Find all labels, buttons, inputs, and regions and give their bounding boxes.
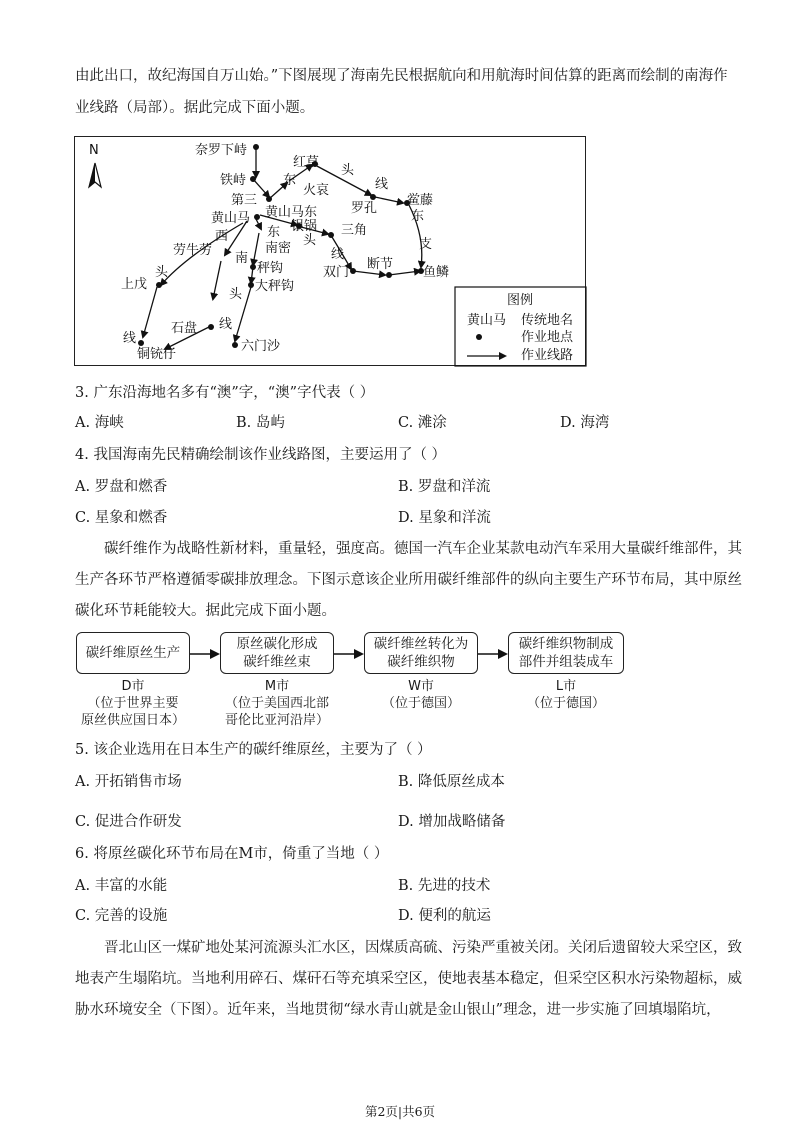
- place-dengteng: 鲎藤: [407, 193, 434, 208]
- q3-option-d[interactable]: D. 海湾: [560, 415, 610, 431]
- place-dapinggou: 大秤钩: [255, 279, 295, 294]
- label-tou2: 头: [303, 233, 317, 248]
- q3-option-b[interactable]: B. 岛屿: [236, 415, 285, 431]
- q4-stem: 4. 我国海南先民精确绘制该作业线路图，主要运用了（ ）: [75, 447, 447, 463]
- carbon-para-line-1: 碳纤维作为战略性新材料，重量轻，强度高。德国一汽车企业某款电动汽车采用大量碳纤维部件，其: [104, 541, 742, 557]
- place-shangwu: 上戊: [121, 277, 148, 292]
- place-sanjiao: 三角: [341, 223, 368, 238]
- coal-para-line-2: 地表产生塌陷坑。当地利用碎石、煤矸石等充填采空区，使地表基本稳定，但采空区积水污染物超标，威: [75, 971, 742, 987]
- q5-stem: 5. 该企业选用在日本生产的碳纤维原丝，主要为了（ ）: [75, 742, 432, 758]
- flow-box-1-text: 碳纤维原丝生产: [85, 645, 181, 661]
- intro-line-1: 由此出口，故纪海国自万山始。”下图展现了海南先民根据航向和用航海时间估算的距离而绘制的南海作: [75, 68, 728, 84]
- place-huojing: 火哀: [303, 183, 330, 198]
- flow-caption-4-line-1: L市: [555, 679, 577, 694]
- place-luokong: 罗孔: [351, 201, 378, 216]
- label-xian3: 线: [219, 317, 233, 332]
- q3-option-c[interactable]: C. 滩涂: [398, 415, 447, 431]
- place-duanjie: 断节: [367, 257, 394, 272]
- legend-route-desc: 作业线路: [521, 348, 574, 363]
- place-liumensha: 六门沙: [241, 339, 281, 354]
- place-di3: 第三: [231, 193, 258, 208]
- q5-option-a[interactable]: A. 开拓销售市场: [75, 774, 182, 790]
- coal-para-line-3: 胁水环境安全（下图）。近年来，当地贯彻“绿水青山就是金山银山”理念，进一步实施了回填塌陷坑，: [75, 1002, 721, 1018]
- flow-caption-3-line-1: W市: [408, 679, 434, 694]
- place-huangshanma: 黄山马: [211, 211, 251, 226]
- flow-caption-3: [358, 678, 484, 712]
- label-tou3: 头: [155, 265, 169, 280]
- place-yulin: 鱼鳞: [423, 265, 450, 280]
- flow-caption-4-line-2: （位于德国）: [526, 696, 605, 711]
- place-tieshi: 铁峙: [220, 173, 247, 188]
- place-hongcao: 红草: [293, 155, 320, 170]
- legend-title: 图例: [507, 293, 534, 308]
- place-laoniulao: 劳牛劳: [173, 243, 213, 258]
- label-dong2: 东: [411, 209, 425, 224]
- place-pinggou: 秤钩: [257, 261, 284, 276]
- label-dong3: 东: [267, 225, 281, 240]
- flow-box-1: [76, 632, 190, 674]
- q5-option-d[interactable]: D. 增加战略储备: [398, 814, 506, 830]
- q6-stem: 6. 将原丝碳化环节布局在M市，倚重了当地（ ）: [75, 846, 389, 862]
- flow-caption-1-line-2: （位于世界主要: [87, 696, 179, 711]
- flow-caption-2-line-2: （位于美国西北部: [224, 696, 329, 711]
- label-nan: 南: [235, 251, 249, 266]
- q4-option-b[interactable]: B. 罗盘和洋流: [398, 479, 491, 495]
- flow-box-3-line-2: 碳纤维织物: [387, 654, 455, 670]
- place-nailuo: 奈罗下峙: [195, 143, 248, 158]
- label-xian1: 线: [375, 177, 389, 192]
- page-footer: 第2页|共6页: [364, 1104, 436, 1119]
- flow-box-2: [220, 632, 334, 674]
- flow-box-4: [508, 632, 624, 674]
- flow-box-2-line-2: 碳纤维丝束: [243, 654, 311, 670]
- carbon-para-line-3: 碳化环节耗能较大。据此完成下面小题。: [75, 603, 336, 619]
- q6-option-a[interactable]: A. 丰富的水能: [75, 878, 168, 894]
- coal-para-line-1: 晋北山区一煤矿地处某河流源头汇水区，因煤质高硫、污染严重被关闭。关闭后遗留较大采空区，致: [104, 940, 742, 956]
- place-tongtongzai: 铜铳仔: [137, 347, 177, 362]
- label-xian4: 线: [123, 331, 137, 346]
- label-tou1: 头: [341, 163, 355, 178]
- place-huangshanmadong: 黄山马东: [265, 205, 318, 220]
- flow-caption-1-line-3: 原丝供应国日本）: [80, 713, 185, 728]
- q4-option-c[interactable]: C. 星象和燃香: [75, 510, 168, 526]
- q6-option-d[interactable]: D. 便利的航运: [398, 908, 491, 924]
- q6-option-b[interactable]: B. 先进的技术: [398, 878, 491, 894]
- q6-option-c[interactable]: C. 完善的设施: [75, 908, 168, 924]
- flow-caption-1-line-1: D市: [121, 679, 145, 694]
- label-zhi: 支: [419, 237, 433, 252]
- flow-caption-2-line-1: M市: [264, 679, 290, 694]
- legend-point-desc: 作业地点: [521, 330, 574, 345]
- label-tou4: 头: [229, 287, 243, 302]
- flow-caption-3-line-2: （位于德国）: [381, 696, 460, 711]
- flow-box-3: [364, 632, 478, 674]
- label-xi: 西: [215, 229, 229, 244]
- route-map: [74, 136, 586, 366]
- q4-option-a[interactable]: A. 罗盘和燃香: [75, 479, 168, 495]
- q5-option-c[interactable]: C. 促进合作研发: [75, 814, 182, 830]
- q3-option-a[interactable]: A. 海峡: [75, 415, 124, 431]
- legend-name-desc: 传统地名: [521, 313, 574, 328]
- north-arrow-icon: [89, 163, 101, 187]
- flow-caption-1: [70, 678, 196, 729]
- flow-box-2-line-1: 原丝碳化形成: [236, 636, 318, 652]
- q4-option-d[interactable]: D. 星象和洋流: [398, 510, 491, 526]
- q5-option-b[interactable]: B. 降低原丝成本: [398, 774, 505, 790]
- flow-box-4-line-1: 碳纤维织物制成: [518, 636, 614, 652]
- place-nanmi: 南密: [265, 241, 292, 256]
- flow-box-4-line-2: 部件并组装成车: [518, 654, 614, 670]
- place-shipan: 石盘: [171, 321, 198, 336]
- flow-caption-2: [214, 678, 340, 729]
- place-dong1: 东: [283, 173, 297, 188]
- flow-caption-2-line-3: 哥伦比亚河沿岸）: [224, 713, 329, 728]
- q3-stem: 3. 广东沿海地名多有“澳”字，“澳”字代表（ ）: [75, 385, 375, 401]
- carbon-para-line-2: 生产各环节严格遵循零碳排放理念。下图示意该企业所用碳纤维部件的纵向主要生产环节布局，其中原丝: [75, 572, 742, 588]
- flow-box-3-line-1: 碳纤维丝转化为: [373, 636, 469, 652]
- north-label: N: [89, 143, 99, 158]
- intro-line-2: 业线路（局部）。据此完成下面小题。: [75, 100, 315, 116]
- place-shuangmen: 双门: [323, 265, 350, 280]
- label-xian2: 线: [331, 247, 345, 262]
- place-yinguo: 银锅: [291, 219, 318, 234]
- flow-caption-4: [503, 678, 629, 712]
- legend-name-sample: 黄山马: [467, 313, 507, 328]
